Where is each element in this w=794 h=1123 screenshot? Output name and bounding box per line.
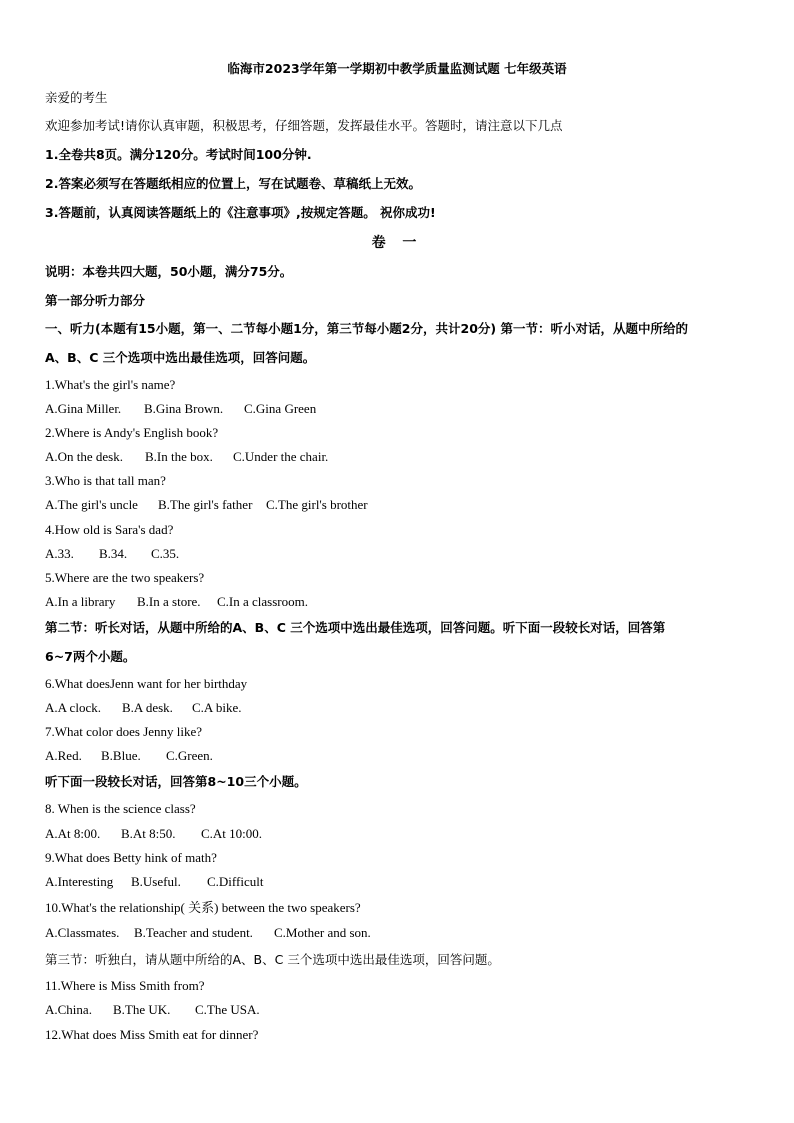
option-c: C.At 10:00. xyxy=(201,826,263,841)
question-3-options xyxy=(45,497,368,513)
option-c: C.Mother and son. xyxy=(274,925,371,940)
option-a: A.Red. xyxy=(45,748,82,763)
option-a: A.Gina Miller. xyxy=(45,401,122,416)
option-b: B.The UK. xyxy=(113,1002,171,1017)
option-a: A.On the desk. xyxy=(45,449,123,464)
section3: 第三节：听独白，请从题中所给的A、B、C 三个选项中选出最佳选项，回答问题。 xyxy=(45,952,500,967)
option-a: A.A clock. xyxy=(45,700,101,715)
option-b: B.At 8:50. xyxy=(121,826,176,841)
question-2: 2.Where is Andy's English book? xyxy=(45,425,219,440)
option-b: B.A desk. xyxy=(122,700,173,715)
question-10: 10.What's the relationship( 关系) between the two speakers? xyxy=(45,900,361,915)
option-c: C.Difficult xyxy=(207,874,264,889)
option-c: C.35. xyxy=(151,546,180,561)
question-4: 4.How old is Sara's dad? xyxy=(45,522,174,537)
option-c: C.Green. xyxy=(166,748,213,763)
option-c: C.Under the chair. xyxy=(233,449,329,464)
question-2-options xyxy=(45,449,328,465)
section2b: 听下面一段较长对话，回答第8~10三个小题。 xyxy=(45,774,307,789)
question-8-options xyxy=(45,826,262,842)
volume-note: 说明：本卷共四大题，50小题，满分75分。 xyxy=(45,264,293,279)
option-b: B.In a store. xyxy=(137,594,201,609)
option-b: B.34. xyxy=(99,546,128,561)
option-b: B.Useful. xyxy=(131,874,181,889)
option-a: A.China. xyxy=(45,1002,92,1017)
option-a: A.Classmates. xyxy=(45,925,120,940)
question-5-options xyxy=(45,594,308,610)
question-7: 7.What color does Jenny like? xyxy=(45,724,203,739)
volume-title: 卷 一 xyxy=(371,235,423,251)
question-5: 5.Where are the two speakers? xyxy=(45,570,205,585)
question-7-options xyxy=(45,748,213,764)
question-3: 3.Who is that tall man? xyxy=(45,473,166,488)
option-c: C.The USA. xyxy=(195,1002,260,1017)
option-b: B.Blue. xyxy=(101,748,141,763)
option-b: B.In the box. xyxy=(145,449,213,464)
section2-line1: 第二节：听长对话，从题中所给的A、B、C 三个选项中选出最佳选项，回答问题。听下面一段较长对话，回答第 xyxy=(45,620,666,635)
question-1: 1.What's the girl's name? xyxy=(45,377,176,392)
option-b: B.Teacher and student. xyxy=(134,925,253,940)
question-9-options xyxy=(45,874,263,890)
question-6-options xyxy=(45,700,241,716)
rule-3: 3.答题前，认真阅读答题纸上的《注意事项》,按规定答题。 祝你成功! xyxy=(45,205,436,220)
question-6: 6.What doesJenn want for her birthday xyxy=(45,676,248,691)
option-c: C.The girl's brother xyxy=(266,497,368,512)
option-b: B.The girl's father xyxy=(158,497,253,512)
question-11-options xyxy=(45,1002,260,1018)
question-12: 12.What does Miss Smith eat for dinner? xyxy=(45,1027,259,1042)
question-10-options xyxy=(45,925,371,941)
question-8: 8. When is the science class? xyxy=(45,801,196,816)
option-c: C.In a classroom. xyxy=(217,594,308,609)
option-b: B.Gina Brown. xyxy=(144,401,224,416)
question-9: 9.What does Betty hink of math? xyxy=(45,850,217,865)
option-a: A.Interesting xyxy=(45,874,114,889)
option-a: A.At 8:00. xyxy=(45,826,101,841)
greeting: 亲爱的考生 xyxy=(45,90,108,105)
section1-line2: A、B、C 三个选项中选出最佳选项，回答问题。 xyxy=(45,350,316,365)
option-a: A.The girl's uncle xyxy=(45,497,138,512)
section2-line2: 6~7两个小题。 xyxy=(45,649,136,664)
intro-text: 欢迎参加考试!请你认真审题，积极思考，仔细答题，发挥最佳水平。答题时，请注意以下几点 xyxy=(45,118,563,133)
question-1-options xyxy=(45,401,316,417)
part1-title: 第一部分听力部分 xyxy=(45,293,146,308)
exam-title: 临海市2023学年第一学期初中教学质量监测试题 七年级英语 xyxy=(227,61,567,76)
question-11: 11.Where is Miss Smith from? xyxy=(45,978,205,993)
rule-2: 2.答案必须写在答题纸相应的位置上，写在试题卷、草稿纸上无效。 xyxy=(45,176,421,191)
option-a: A.In a library xyxy=(45,594,116,609)
option-c: C.Gina Green xyxy=(244,401,317,416)
section1-line1: 一、听力(本题有15小题，第一、二节每小题1分，第三节每小题2分，共计20分) 第一节：听小对话，从题中所给的 xyxy=(45,321,688,336)
question-4-options xyxy=(45,546,179,562)
rule-1: 1.全卷共8页。满分120分。考试时间100分钟. xyxy=(45,147,312,162)
option-a: A.33. xyxy=(45,546,74,561)
option-c: C.A bike. xyxy=(192,700,242,715)
